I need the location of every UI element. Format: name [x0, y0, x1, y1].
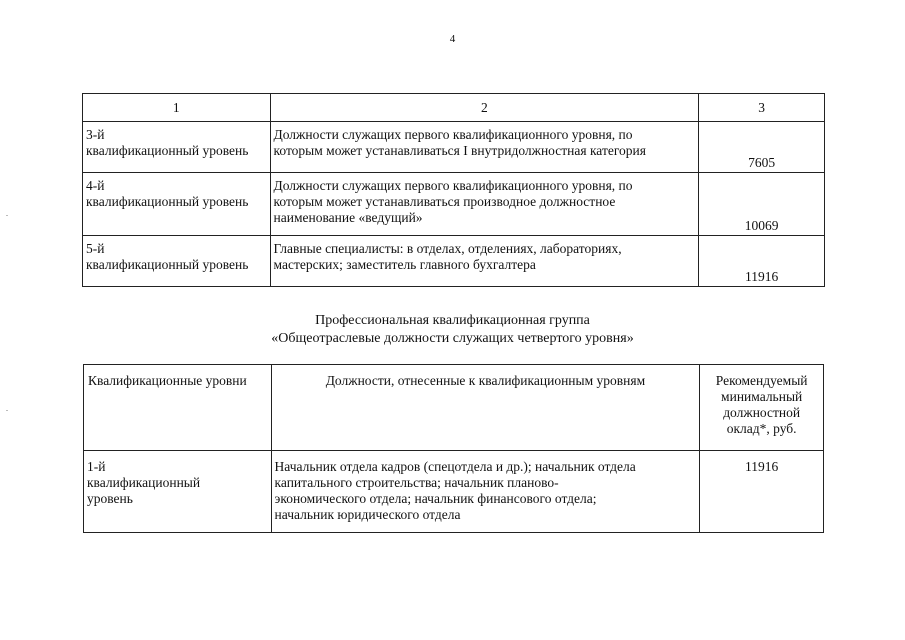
positions-line: Должности служащих первого квалификационного уровня, по: [273, 127, 633, 142]
header-salary-line: оклад*, руб.: [726, 421, 797, 436]
group-title: [0, 312, 905, 348]
salary-cell: 11916: [699, 236, 825, 287]
level-line: квалификационный: [87, 475, 201, 490]
positions-cell: [270, 173, 699, 236]
header-salary-line: Рекомендуемый: [715, 373, 808, 388]
level-number: 4-й: [86, 178, 105, 193]
positions-line: Должности служащих первого квалификационного уровня, по: [273, 178, 633, 193]
salary-cell: 10069: [699, 173, 825, 236]
positions-cell: [270, 236, 699, 287]
positions-line: экономического отдела; начальник финансового отдела;: [274, 491, 597, 506]
positions-line: Начальник отдела кадров (спецотдела и др.); начальник отдела: [274, 459, 636, 474]
positions-line: Главные специалисты: в отделах, отделениях, лабораториях,: [273, 241, 622, 256]
salary-cell: 11916: [700, 451, 824, 533]
salary-table-continued: [82, 93, 825, 287]
header-recommended-salary: [700, 365, 824, 451]
table-row: [83, 173, 825, 236]
scan-speck: [6, 410, 8, 411]
table-row: [83, 236, 825, 287]
positions-line: капитального строительства; начальник планово-: [274, 475, 559, 490]
positions-line: наименование «ведущий»: [273, 210, 423, 225]
table-row: [84, 451, 824, 533]
header-qualification-levels: Квалификационные уровни: [84, 365, 272, 451]
level-line: уровень: [87, 491, 133, 506]
qualification-level-cell: [83, 122, 271, 173]
positions-cell: [271, 451, 700, 533]
positions-line: начальник юридического отдела: [274, 507, 461, 522]
positions-cell: [270, 122, 699, 173]
table-row: [83, 122, 825, 173]
column-number-2: 2: [270, 94, 699, 122]
salary-cell: 7605: [699, 122, 825, 173]
header-positions: Должности, отнесенные к квалификационным уровням: [271, 365, 700, 451]
level-line: 1-й: [87, 459, 106, 474]
qualification-level-cell: [83, 173, 271, 236]
header-salary-line: минимальный: [721, 389, 803, 404]
qualification-level-cell: [83, 236, 271, 287]
column-number-1: 1: [83, 94, 271, 122]
group-title-name: «Общеотраслевые должности служащих четвертого уровня»: [271, 331, 634, 346]
level-label: квалификационный уровень: [86, 257, 249, 272]
page-number: 4: [449, 33, 456, 45]
salary-table-fourth-level: [83, 364, 824, 533]
level-number: 5-й: [86, 241, 105, 256]
group-title-line: Профессиональная квалификационная группа: [315, 313, 590, 328]
level-label: квалификационный уровень: [86, 143, 249, 158]
column-number-row: [83, 94, 825, 122]
positions-line: которым может устанавливаться I внутридолжностная категория: [273, 143, 646, 158]
qualification-level-cell: [84, 451, 272, 533]
scan-speck: [6, 215, 8, 216]
positions-line: мастерских; заместитель главного бухгалтера: [273, 257, 536, 272]
level-label: квалификационный уровень: [86, 194, 249, 209]
level-number: 3-й: [86, 127, 105, 142]
column-number-3: 3: [699, 94, 825, 122]
positions-line: которым может устанавливаться производное должностное: [273, 194, 616, 209]
table-header-row: [84, 365, 824, 451]
header-salary-line: должностной: [723, 405, 801, 420]
